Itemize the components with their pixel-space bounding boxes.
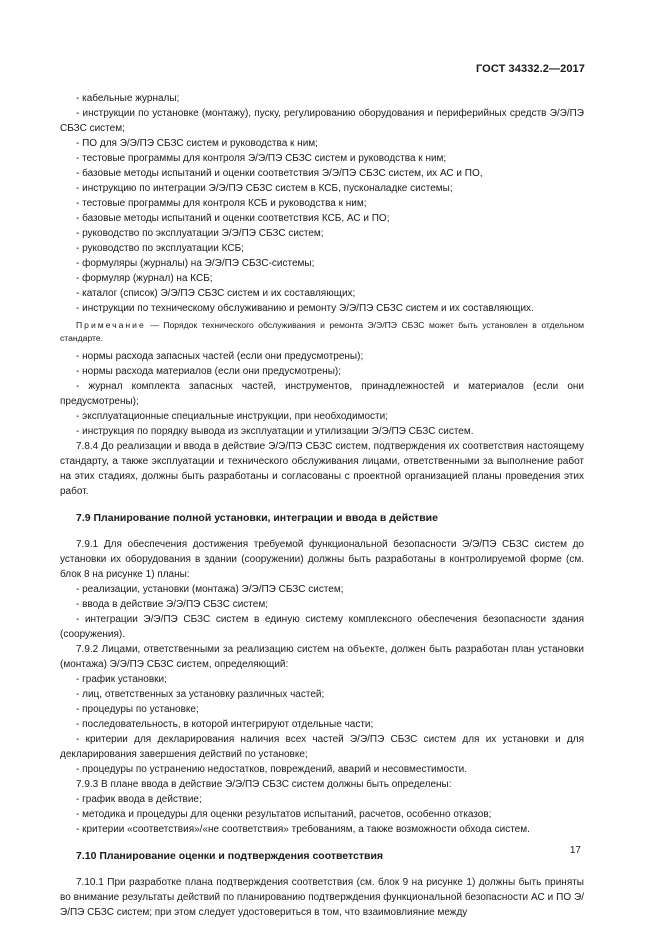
list-item: - инструкция по порядку вывода из эксплуатации и утилизации Э/Э/ПЭ СБЗС систем. (76, 426, 474, 437)
list-item: - тестовые программы для контроля КСБ и руководства к ним; (76, 198, 367, 209)
list-item: - нормы расхода запасных частей (если они предусмотрены); (76, 351, 364, 362)
paragraph-7-9-2: 7.9.2 Лицами, ответственными за реализацию систем на объекте, должен быть разработан план установки (монтажа) Э/Э/ПЭ СБЗС систем, определяющий: (60, 644, 584, 670)
list-item: - руководство по эксплуатации КСБ; (76, 243, 244, 254)
list-item: - инструкции по техническому обслуживанию и ремонту Э/Э/ПЭ СБЗС систем и их составляющих. (76, 303, 534, 314)
list-item: - ПО для Э/Э/ПЭ СБЗС систем и руководства к ним; (76, 138, 318, 149)
list-item: - график установки; (76, 674, 167, 685)
list-item: - процедуры по устранению недостатков, повреждений, аварий и несовместимости. (76, 764, 468, 775)
list-item: - методика и процедуры для оценки результатов испытаний, расчетов, особенно отказов; (76, 809, 492, 820)
list-item: - последовательность, в которой интегрируют отдельные части; (76, 719, 374, 730)
list-item: - нормы расхода материалов (если они предусмотрены); (76, 366, 341, 377)
section-heading-7-9: 7.9 Планирование полной установки, интеграции и ввода в действие (76, 512, 438, 524)
list-item: - базовые методы испытаний и оценки соответствия Э/Э/ПЭ СБЗС систем, их АС и ПО, (76, 168, 483, 179)
list-item: - формуляр (журнал) на КСБ; (76, 273, 213, 284)
list-item: - реализации, установки (монтажа) Э/Э/ПЭ СБЗС систем; (76, 584, 344, 595)
list-item: - формуляры (журналы) на Э/Э/ПЭ СБЗС-системы; (76, 258, 315, 269)
document-body (60, 91, 584, 920)
paragraph-7-8-4: 7.8.4 До реализации и ввода в действие Э/Э/ПЭ СБЗС систем, подтверждения их соответствия настоящему стандарту, а также эксплуатации и технического обслуживания лицами, ответственными за выполнение работ на этих стадиях, должны быть разработаны и согласованы с проектной организацией планы проведения этих работ. (60, 441, 584, 497)
list-item: - эксплуатационные специальные инструкции, при необходимости; (76, 411, 388, 422)
note (60, 319, 584, 345)
paragraph-7-10-1: 7.10.1 При разработке плана подтверждения соответствия (см. блок 9 на рисунке 1) должны быть приняты во внимание результаты действий по планированию подтверждения функциональной безопасности АС и ПО Э/Э/ПЭ СБЗС систем; при этом следует удостовериться в том, что взаимовлияние между (60, 877, 584, 918)
list-item: - инструкцию по интеграции Э/Э/ПЭ СБЗС систем в КСБ, пусконаладке системы; (76, 183, 453, 194)
section-heading-7-10: 7.10 Планирование оценки и подтверждения соответствия (76, 850, 384, 862)
paragraph-7-9-3: 7.9.3 В плане ввода в действие Э/Э/ПЭ СБЗС систем должны быть определены: (76, 779, 452, 790)
list-item: - лиц, ответственных за установку различных частей; (76, 689, 325, 700)
list-item: - каталог (список) Э/Э/ПЭ СБЗС систем и их составляющих; (76, 288, 356, 299)
list-item: - критерии для декларирования наличия всех частей Э/Э/ПЭ СБЗС систем для их установки и для декларирования завершения действий по установке; (60, 734, 584, 760)
note-text: — Порядок технического обслуживания и ремонта Э/Э/ПЭ СБЗС может быть установлен в отдельном стандарте. (60, 320, 584, 343)
list-item: - инструкции по установке (монтажу), пуску, регулированию оборудования и периферийных средств Э/Э/ПЭ СБЗС систем; (60, 108, 584, 134)
list-item: - базовые методы испытаний и оценки соответствия КСБ, АС и ПО; (76, 213, 390, 224)
list-item: - кабельные журналы; (76, 93, 180, 104)
list-item: - тестовые программы для контроля Э/Э/ПЭ СБЗС систем и руководства к ним; (76, 153, 447, 164)
list-item: - ввода в действие Э/Э/ПЭ СБЗС систем; (76, 599, 268, 610)
list-item: - журнал комплекта запасных частей, инструментов, принадлежностей и материалов (если они предусмотрены); (60, 381, 584, 407)
list-item: - процедуры по установке; (76, 704, 199, 715)
standard-code-header: ГОСТ 34332.2—2017 (475, 63, 585, 75)
note-label: Примечание (76, 320, 146, 330)
paragraph-7-9-1: 7.9.1 Для обеспечения достижения требуемой функциональной безопасности Э/Э/ПЭ СБЗС систем до установки их оборудования в здании (сооружении) должны быть разработаны в контролируемой форме (см. блок 8 на рисунке 1) планы: (60, 539, 584, 580)
list-item: - критерии «соответствия»/«не соответствия» требованиям, а также возможности обхода систем. (76, 824, 530, 835)
list-item: - интеграции Э/Э/ПЭ СБЗС систем в единую систему комплексного обеспечения безопасности здания (сооружения). (60, 614, 584, 640)
list-item: - руководство по эксплуатации Э/Э/ПЭ СБЗС систем; (76, 228, 324, 239)
page-number: 17 (569, 845, 581, 856)
list-item: - график ввода в действие; (76, 794, 202, 805)
